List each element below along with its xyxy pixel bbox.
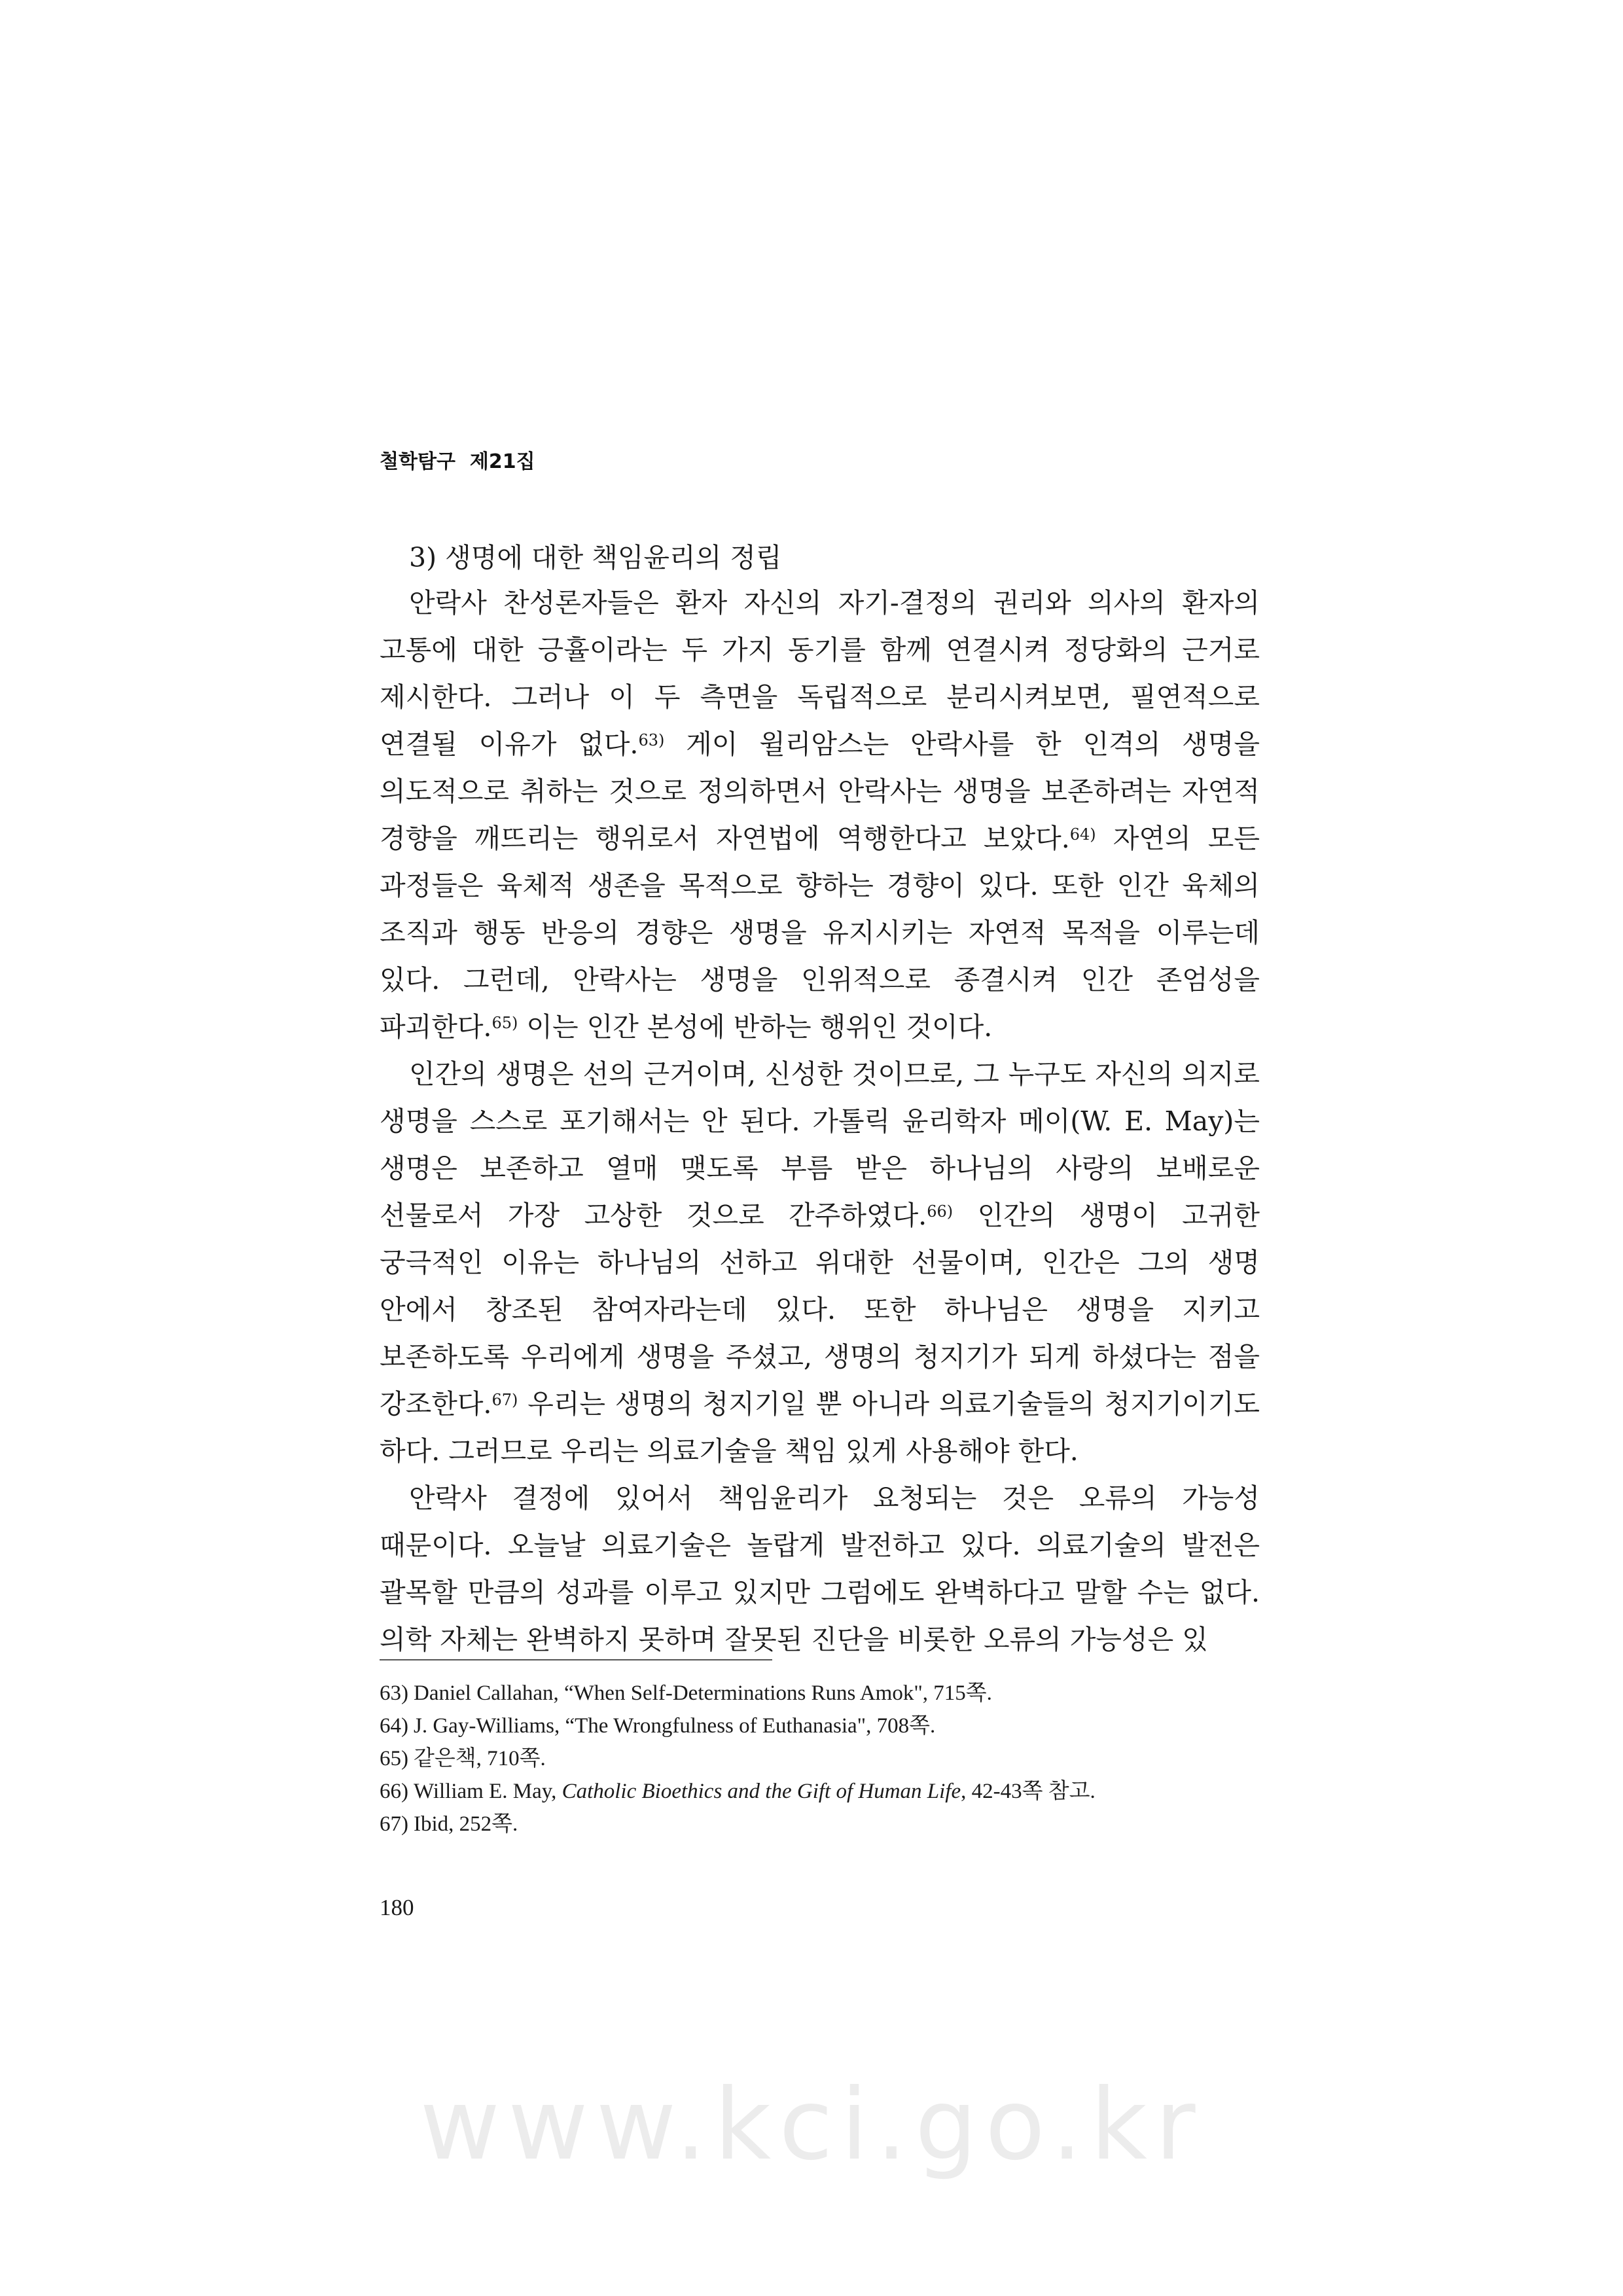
- text-segment: 안락사 찬성론자들은 환자 자신의 자기-결정의 권리와 의사의 환자의 고통에 대한 긍휼이라는 두 가지 동기를 함께 연결시켜 정당화의 근거로 제시한다. 그러나 이 두 측면을 독립적으로 분리시켜보면, 필연적으로 연결될 이유가 없다.: [380, 587, 1260, 760]
- page-number: 180: [380, 1895, 414, 1920]
- text-segment: 이는 인간 본성에 반하는 행위인 것이다.: [518, 1011, 993, 1043]
- text-segment: 인간의 생명은 선의 근거이며, 신성한 것이므로, 그 누구도 자신의 의지로 생명을 스스로 포기해서는 안 된다. 가톨릭 윤리학자 메이(W. E. May)는 생명은 보존하고 열매 맺도록 부름 받은 하나님의 사랑의 보배로운 선물로서 가장 고상한 것으로 간주하였다.: [380, 1058, 1260, 1231]
- section-heading: 3) 생명에 대한 책임윤리의 정립: [409, 542, 782, 573]
- paragraph: [380, 579, 1260, 1050]
- text-segment: Ibid, 252쪽.: [414, 1812, 518, 1836]
- footnote-number: 63): [380, 1681, 408, 1705]
- footnote-divider: [380, 1659, 772, 1660]
- footnote-number: 64): [380, 1714, 408, 1738]
- journal-title: 철학탐구: [380, 450, 455, 473]
- running-header: [380, 445, 535, 474]
- text-segment: Daniel Callahan, “When Self-Determinations Runs Amok", 715쪽.: [414, 1681, 992, 1705]
- text-segment: William E. May,: [414, 1780, 562, 1803]
- footnote-number: 66): [380, 1780, 408, 1803]
- footnote-ref: 64): [1069, 825, 1096, 844]
- text-segment: 같은책, 710쪽.: [414, 1747, 546, 1770]
- paragraph: [380, 1050, 1260, 1475]
- footnote: [380, 1808, 1260, 1840]
- footnote-ref: 66): [927, 1202, 954, 1221]
- footnote-number: 67): [380, 1812, 408, 1836]
- footnotes: [380, 1677, 1260, 1840]
- footnote: [380, 1677, 1260, 1710]
- footnote: [380, 1742, 1260, 1775]
- paragraph: [380, 1475, 1260, 1663]
- footnote-ref: 67): [491, 1391, 518, 1409]
- text-segment: , 42-43쪽 참고.: [961, 1780, 1096, 1803]
- text-segment: 자연의 모든 과정들은 육체적 생존을 목적으로 향하는 경향이 있다. 또한 인간 육체의 조직과 행동 반응의 경향은 생명을 유지시키는 자연적 목적을 이루는데 있다. 그런데, 안락사는 생명을 인위적으로 종결시켜 인간 존엄성을 파괴한다.: [380, 823, 1260, 1043]
- watermark: www.kci.go.kr: [419, 2068, 1204, 2182]
- text-segment: 안락사 결정에 있어서 책임윤리가 요청되는 것은 오류의 가능성 때문이다. 오늘날 의료기술은 놀랍게 발전하고 있다. 의료기술의 발전은 괄목할 만큼의 성과를 이루고 있지만 그럼에도 완벽하다고 말할 수는 없다. 의학 자체는 완벽하지 못하며 잘못된 진단을 비롯한 오류의 가능성은 있: [380, 1482, 1260, 1655]
- footnote: [380, 1775, 1260, 1808]
- footnote: [380, 1710, 1260, 1742]
- footnote-number: 65): [380, 1747, 408, 1770]
- footnote-ref: 63): [638, 731, 665, 749]
- volume-number: 제21집: [469, 450, 535, 473]
- footnote-ref: 65): [491, 1014, 518, 1032]
- text-segment: J. Gay-Williams, “The Wrongfulness of Euthanasia", 708쪽.: [414, 1714, 936, 1738]
- text-segment: 게이 윌리암스는 안락사를 한 인격의 생명을 의도적으로 취하는 것으로 정의하면서 안락사는 생명을 보존하려는 자연적 경향을 깨뜨리는 행위로서 자연법에 역행한다고 보았다.: [380, 728, 1260, 854]
- text-segment: 우리는 생명의 청지기일 뿐 아니라 의료기술들의 청지기이기도 하다. 그러므로 우리는 의료기술을 책임 있게 사용해야 한다.: [380, 1388, 1260, 1467]
- body-text: [380, 579, 1260, 1663]
- text-segment: 인간의 생명이 고귀한 궁극적인 이유는 하나님의 선하고 위대한 선물이며, 인간은 그의 생명 안에서 창조된 참여자라는데 있다. 또한 하나님은 생명을 지키고 보존하도록 우리에게 생명을 주셨고, 생명의 청지기가 되게 하셨다는 점을 강조한다.: [380, 1200, 1260, 1420]
- italic-title: Catholic Bioethics and the Gift of Human Life: [562, 1780, 961, 1803]
